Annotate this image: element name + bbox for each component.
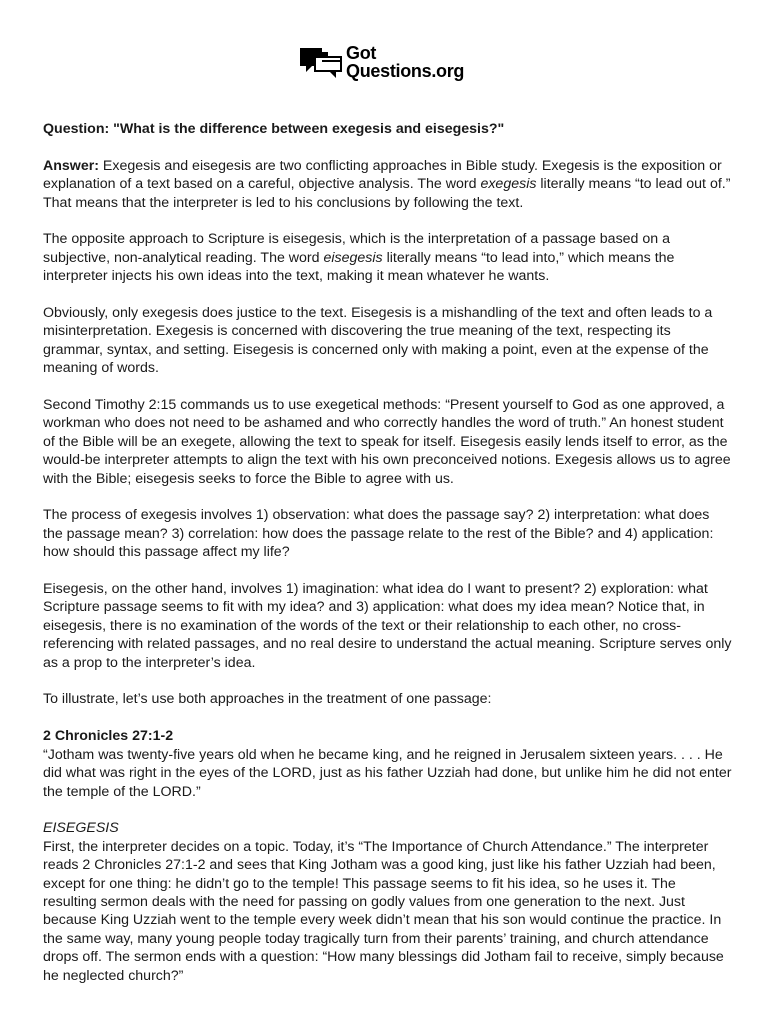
p1-part-b: literally means “to lead out of.” That means that the interpreter is led to his conclusions by following the text.: [43, 176, 731, 211]
paragraph-2: [43, 230, 733, 285]
paragraph-7: To illustrate, let’s use both approaches in the treatment of one passage:: [43, 691, 492, 708]
passage-text: “Jotham was twenty-five years old when he became king, and he reigned in Jerusalem sixteen years. . . . He did what was right in the eyes of the LORD, just as his father Uzziah had done, but unlike him he did not enter the temple of the LORD.”: [43, 746, 732, 800]
paragraph-3: Obviously, only exegesis does justice to the text. Eisegesis is a mishandling of the text and often leads to a misinterpretation. Exegesis is concerned with discovering the true meaning of the text, respecting its grammar, syntax, and setting. Eisegesis is concerned only with making a point, even at the expense of the meaning of words.: [43, 305, 713, 377]
article-body: [43, 120, 733, 1003]
answer-label: Answer:: [43, 157, 99, 174]
logo-line-2: Questions.org: [346, 61, 465, 81]
eisegesis-heading: EISEGESIS: [43, 820, 119, 837]
p1-part-a: Exegesis and eisegesis are two conflicting approaches in Bible study. Exegesis is the exposition or explanation of a text based on a careful, objective analysis. The word: [43, 157, 722, 193]
paragraph-8: First, the interpreter decides on a topic. Today, it’s “The Importance of Church Attendance.” The interpreter reads 2 Chronicles 27:1-2 and sees that King Jotham was a good king, just like his father Uzziah had been, except for one thing: he didn’t go to the temple! This passage seems to fit his idea, so he uses it. The resulting sermon deals with the need for passing on godly values from one generation to the next. Just because King Uzziah went to the temple every week didn’t mean that his son would continue the practice. In the same way, many young people today tragically turn from their parents’ training, and church attendance drops off. The sermon ends with a question: “How many blessings did Jotham fail to receive, simply because he neglected church?”: [43, 838, 724, 984]
p1-emphasis: exegesis: [480, 176, 537, 193]
p2-part-b: literally means “to lead into,” which means the interpreter injects his own ideas into the text, making it mean whatever he wants.: [43, 249, 675, 285]
p2-emphasis: eisegesis: [323, 249, 383, 266]
gotquestions-logo: [300, 42, 464, 82]
p2-part-a: The opposite approach to Scripture is eisegesis, which is the interpretation of a passage based on a subjective, non-analytical reading. The word: [43, 231, 670, 266]
answer-paragraph: [43, 157, 733, 212]
paragraph-5: The process of exegesis involves 1) observation: what does the passage say? 2) interpretation: what does the passage mean? 3) correlation: how does the passage relate to the rest of the Bible? and 4) application: how should this passage affect my life?: [43, 507, 714, 561]
paragraph-6: Eisegesis, on the other hand, involves 1) imagination: what idea do I want to present? 2) exploration: what Scripture passage seems to fit with my idea? and 3) application: what does my idea mean? Notice that, in eisegesis, there is no examination of the words of the text or their relationship to each other, no cross-referencing with related passages, and no real desire to understand the actual meaning. Scripture serves only as a prop to the interpreter’s idea.: [43, 581, 732, 671]
passage-reference: 2 Chronicles 27:1-2: [43, 728, 174, 745]
paragraph-4: Second Timothy 2:15 commands us to use exegetical methods: “Present yourself to God as one approved, a workman who does not need to be ashamed and who correctly handles the word of truth.” An honest student of the Bible will be an exegete, allowing the text to speak for itself. Eisegesis easily lends itself to error, as the would-be interpreter attempts to align the text with his own preconceived notions. Exegesis allows us to agree with the Bible; eisegesis seeks to force the Bible to agree with us.: [43, 397, 731, 487]
logo-line-1: Got: [346, 43, 377, 63]
speech-bubbles-icon: [300, 46, 342, 78]
question-heading: Question: "What is the difference between exegesis and eisegesis?": [43, 121, 505, 137]
